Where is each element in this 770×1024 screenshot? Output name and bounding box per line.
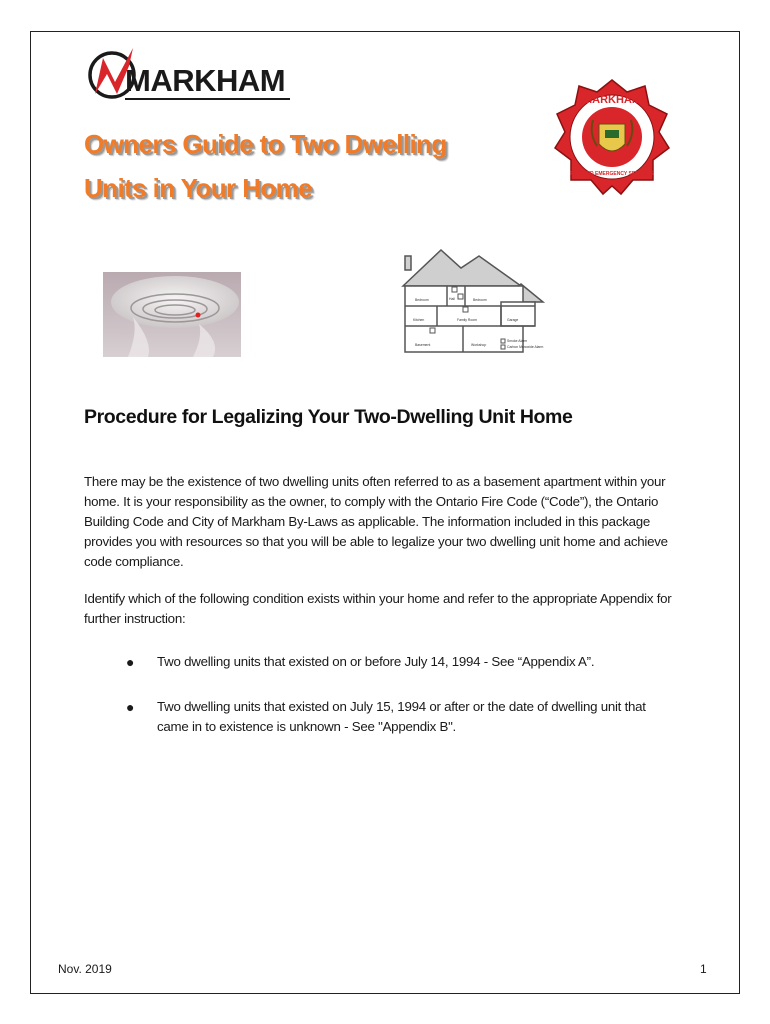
logo-wordmark: MARKHAM — [125, 63, 286, 98]
document-title-line-2: Units in Your Home — [84, 173, 313, 203]
svg-text:Carbon Monoxide Alarm: Carbon Monoxide Alarm — [507, 345, 544, 349]
intro-paragraph: There may be the existence of two dwelling units often referred to as a basement apartment within your home. It is your responsibility as the owner, to comply with the Ontario Fire Code (“Code”), the Ontario Building Code and City of Markham By-Laws as applicable. The information included in this package provides you with resources so that you will be able to legalize your two dwelling unit home and achieve code compliance. — [84, 474, 668, 569]
footer-date: Nov. 2019 — [58, 962, 112, 976]
section-heading: Procedure for Legalizing Your Two-Dwelling Unit Home — [84, 406, 573, 428]
logo-underline — [125, 98, 290, 100]
instruction-paragraph: Identify which of the following condition exists within your home and refer to the appropriate Appendix for further instruction: — [84, 591, 672, 626]
list-item-text: Two dwelling units that existed on or before July 14, 1994 - See “Appendix A”. — [157, 654, 595, 669]
svg-text:Basement: Basement — [415, 343, 431, 347]
svg-text:Family Room: Family Room — [457, 318, 477, 322]
svg-text:Bedroom: Bedroom — [473, 298, 487, 302]
svg-text:Bedroom: Bedroom — [415, 298, 429, 302]
svg-text:Garage: Garage — [507, 318, 519, 322]
fire-services-badge — [553, 78, 671, 196]
badge-bottom-text: FIRE AND EMERGENCY SERVICES — [570, 171, 654, 177]
smoke-alarm-photo — [103, 272, 241, 357]
document-title-line-1: Owners Guide to Two Dwelling — [84, 129, 447, 159]
svg-text:Hall: Hall — [449, 297, 455, 301]
list-item-text: Two dwelling units that existed on July 15, 1994 or after or the date of dwelling unit that came in to existence is unknown - See "Appendix B". — [157, 699, 646, 734]
svg-text:Kitchen: Kitchen — [413, 318, 425, 322]
house-alarm-diagram — [397, 244, 557, 362]
page-number: 1 — [700, 962, 707, 976]
bullet-dot: ● — [126, 699, 135, 715]
badge-top-text: MARKHAM — [582, 94, 642, 106]
svg-text:Workshop: Workshop — [471, 343, 487, 347]
bullet-dot: ● — [126, 654, 135, 670]
svg-text:Smoke Alarm: Smoke Alarm — [507, 339, 528, 343]
